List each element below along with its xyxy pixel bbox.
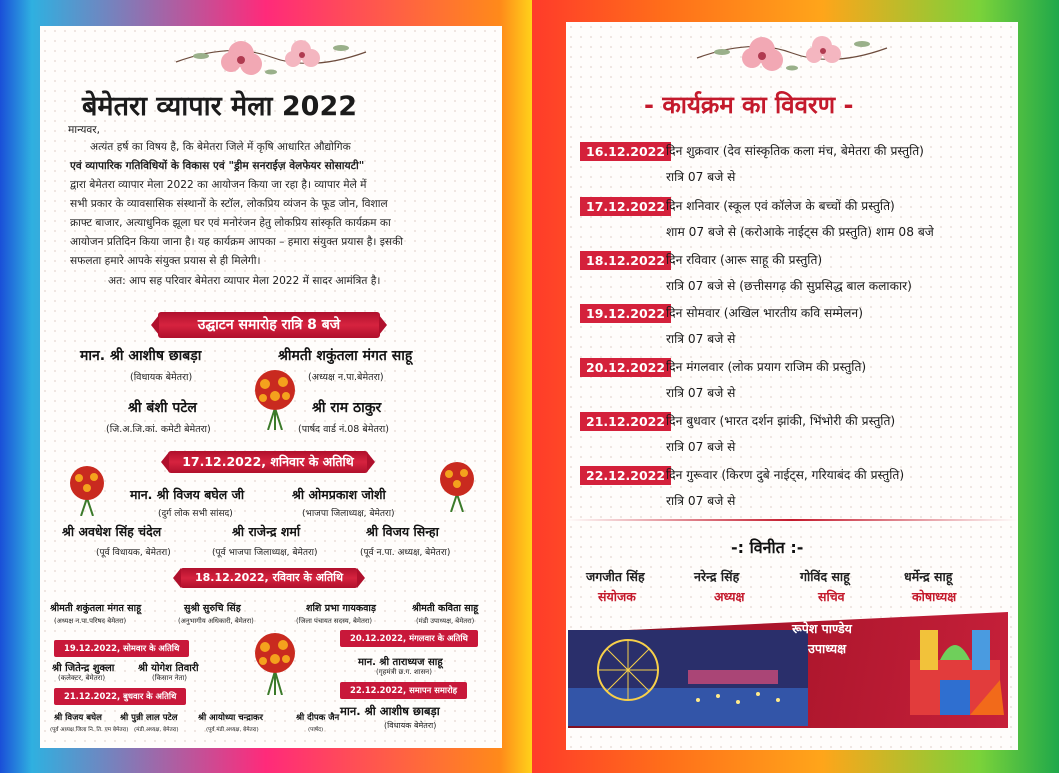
schedule-date: 21.12.2022 [580,412,671,431]
paragraph-line: सभी प्रकार के व्यावसासिक संस्थानों के स्टॉल, लोकप्रिय व्यंजन के फूड जोन, विशाल [70,198,388,210]
guest-role: (पूर्व मंडी अध्यक्ष, बेमेतरा) [206,727,259,733]
guest-role: (पार्षद) [308,727,324,733]
signatory-role: कोषाध्यक्ष [912,589,957,604]
schedule-title: - कार्यक्रम का विवरण - [644,91,854,119]
paragraph-line: क्राफ्ट बाजार, अत्याधुनिक झूला घर एवं मनोरंजन हेतु लोकप्रिय सांस्कृति कार्यक्रम का [70,217,391,229]
guest-role: (अध्यक्ष न.पा.परिषद बेमेतरा) [54,617,127,625]
schedule-date: 19.12.2022 [580,304,671,323]
guest-name: श्री अवधेश सिंह चंदेल [62,524,162,539]
schedule-time: रात्रि 07 बजे से [666,440,736,454]
signatory-name: धर्मेन्द्र साहू [904,569,953,584]
ferris-wheel-icon [568,630,808,726]
paragraph-line: अत्यंत हर्ष का विषय है, कि बेमेतरा जिले में कृषि आधारित औद्योगिक [90,141,351,153]
guest-role: (विधायक बेमेतरा) [384,721,437,730]
schedule-time: रात्रि 07 बजे से [666,332,736,346]
paragraph-line: सफलता हमारे आपके संयुक्त प्रयास से ही मिलेगी। [70,255,261,267]
guest-name: मान. श्री आशीष छाबड़ा [340,704,440,718]
guest-role: (मंडी उपाध्यक्ष, बेमेतरा) [416,617,475,625]
paragraph-line: एवं व्यापारिक गतिविधियों के विकास एवं "ड्रीम सनराईज़ वेलफेयर सोसायटी" [70,160,365,172]
schedule-time: रात्रि 07 बजे से (छत्तीसगढ़ की सुप्रसिद्ध बाल कलाकार) [666,279,912,293]
guest-role: (पार्षद वार्ड नं.08 बेमेतरा) [298,424,389,435]
schedule-time: शाम 07 बजे से (करोआके नाईट्स की प्रस्तुति) शाम 08 बजे [666,225,934,239]
inauguration-ribbon: उद्घाटन समारोह रात्रि 8 बजे [158,312,380,338]
schedule-line: दिन बुधवार (भारत दर्शन झांकी, भिंभोरी की प्रस्तुति) [666,414,896,428]
guest-role: (मंडी अध्यक्ष, बेमेतरा) [134,727,179,733]
signatory-name: जगजीत सिंह [586,569,645,584]
guest-role: (पूर्व भाजपा जिलाध्यक्ष, बेमेतरा) [212,548,318,558]
guest-name: श्री आयोध्या चन्द्राकर [198,713,264,723]
date-ribbon-22: 22.12.2022, समापन समारोह [340,682,467,699]
guest-role: (विधायक बेमेतरा) [130,372,193,383]
schedule-line: दिन रविवार (आरू साहू की प्रस्तुति) [666,253,823,267]
schedule-date: 16.12.2022 [580,142,671,161]
signatory-name: नरेन्द्र सिंह [694,569,740,584]
signatory-role: सचिव [818,589,845,604]
divider [566,519,1018,521]
schedule-line: दिन शनिवार (स्कूल एवं कॉलेज के बच्चों की प्रस्तुति) [666,199,895,213]
flower-bouquet-icon [250,368,300,430]
date-ribbon-19: 19.12.2022, सोमवार के अतिथि [54,640,189,657]
guest-role: (जि.अ.जि.कां. कमेटी बेमेतरा) [106,424,211,435]
signatory-role: अध्यक्ष [714,589,745,604]
schedule-line: दिन मंगलवार (लोक प्रयाग राजिम की प्रस्तुति) [666,360,867,374]
guest-role: (कलेक्टर, बेमेतरा) [58,674,106,682]
guest-name: श्री राम ठाकुर [312,400,382,416]
guest-role: (अनुभागीय अधिकारी, बेमेतरा) [178,617,254,625]
guest-name: श्री दीपक जैन [296,713,340,723]
guest-role: (जिला पंचायत सदस्य, बेमेतरा) [296,617,373,625]
date-ribbon-20: 20.12.2022, मंगलवार के अतिथि [340,630,478,647]
schedule-date: 20.12.2022 [580,358,671,377]
flower-bouquet-icon [66,464,108,516]
signatory-name: रूपेश पाण्डेय [792,621,852,636]
schedule-date: 22.12.2022 [580,466,671,485]
guest-name: श्रीमती शकुंतला मंगत साहू [278,348,413,364]
guest-role: (पूर्व विधायक, बेमेतरा) [96,548,171,558]
guest-name: श्री बंशी पटेल [128,400,197,416]
guest-name: मान. श्री आशीष छाबड़ा [80,348,202,364]
guest-role: (दुर्ग लोक सभी सांसद) [158,509,233,519]
guest-name: सुश्री सुरुचि सिंह [184,603,241,614]
schedule-line: दिन सोमवार (अखिल भारतीय कवि सम्मेलन) [666,306,863,320]
schedule-date: 17.12.2022 [580,197,671,216]
schedule-time: रात्रि 07 बजे से [666,170,736,184]
guest-name: श्रीमती शकुंतला मंगत साहू [50,603,142,614]
flower-branch-icon [171,32,371,84]
date-ribbon-18: 18.12.2022, रविवार के अतिथि [180,568,358,588]
flower-bouquet-icon [250,631,300,695]
guest-name: श्री योगेश तिवारी [138,663,199,674]
page-title: बेमेतरा व्यापार मेला 2022 [82,91,358,122]
schedule-line: दिन गुरूवार (किरण दुबे नाईट्स, गरियाबंद की प्रस्तुति) [666,468,905,482]
guest-role: (पूर्व न.पा. अध्यक्ष, बेमेतरा) [360,548,451,558]
guest-name: मान. श्री विजय बघेल जी [130,487,245,502]
guest-name: श्री विजय सिन्हा [366,524,439,539]
date-ribbon-17: 17.12.2022, शनिवार के अतिथि [168,451,368,473]
invite-line: अत: आप सह परिवार बेमेतरा व्यापार मेला 2022 में सादर आमंत्रित है। [108,275,381,287]
paragraph-line: आयोजन प्रतिदिन किया जाना है। यह कार्यक्रम आपका – हमारा संयुक्त प्रयास है। इसकी [70,236,403,248]
guest-name: श्री राजेन्द्र शर्मा [232,524,301,539]
date-ribbon-21: 21.12.2022, बुधवार के अतिथि [54,688,186,705]
flower-branch-icon [692,28,892,80]
salutation: मान्यवर, [68,124,100,136]
left-page [40,26,502,748]
guest-role: (गृहमंत्री छ.ग. शासन) [376,668,432,676]
paragraph-line: द्वारा बेमेतरा व्यापार मेला 2022 का आयोजन किया जा रहा है। व्यापार मेले में [70,179,367,191]
schedule-time: रात्रि 07 बजे से [666,386,736,400]
signatory-name: गोविंद साहू [800,569,850,584]
guest-name: श्रीमती कविता साहू [412,603,479,614]
signatory-role: संयोजक [598,589,636,604]
guest-name: श्री जितेन्द्र शुक्ला [52,663,115,674]
guest-name: शशि प्रभा गायकवाड़ [306,603,376,614]
schedule-date: 18.12.2022 [580,251,671,270]
signatory-role: उपाध्यक्ष [808,641,847,656]
right-page [566,22,1018,750]
bouncy-castle-icon [900,620,1010,720]
flower-bouquet-icon [436,460,478,512]
guest-name: मान. श्री ताराध्यज साहू [358,657,443,668]
guest-role: (भाजपा जिलाध्यक्ष, बेमेतरा) [302,509,395,519]
guest-role: (अध्यक्ष न.पा.बेमेतरा) [308,372,384,383]
guest-name: श्री विजय बघेल [54,713,102,723]
guest-name: श्री पुन्नी लाल पटेल [120,713,178,723]
schedule-line: दिन शुक्रवार (देव सांस्कृतिक कला मंच, बेमेतरा की प्रस्तुति) [666,144,924,158]
guest-name: श्री ओमप्रकाश जोशी [292,487,386,502]
schedule-time: रात्रि 07 बजे से [666,494,736,508]
guest-role: (किसान नेता) [152,674,187,682]
vinit-heading: -: विनीत :- [731,538,804,557]
guest-role: (पूर्व अध्यक्ष जिला नि. ति. एम बेमेतरा) [50,727,129,733]
